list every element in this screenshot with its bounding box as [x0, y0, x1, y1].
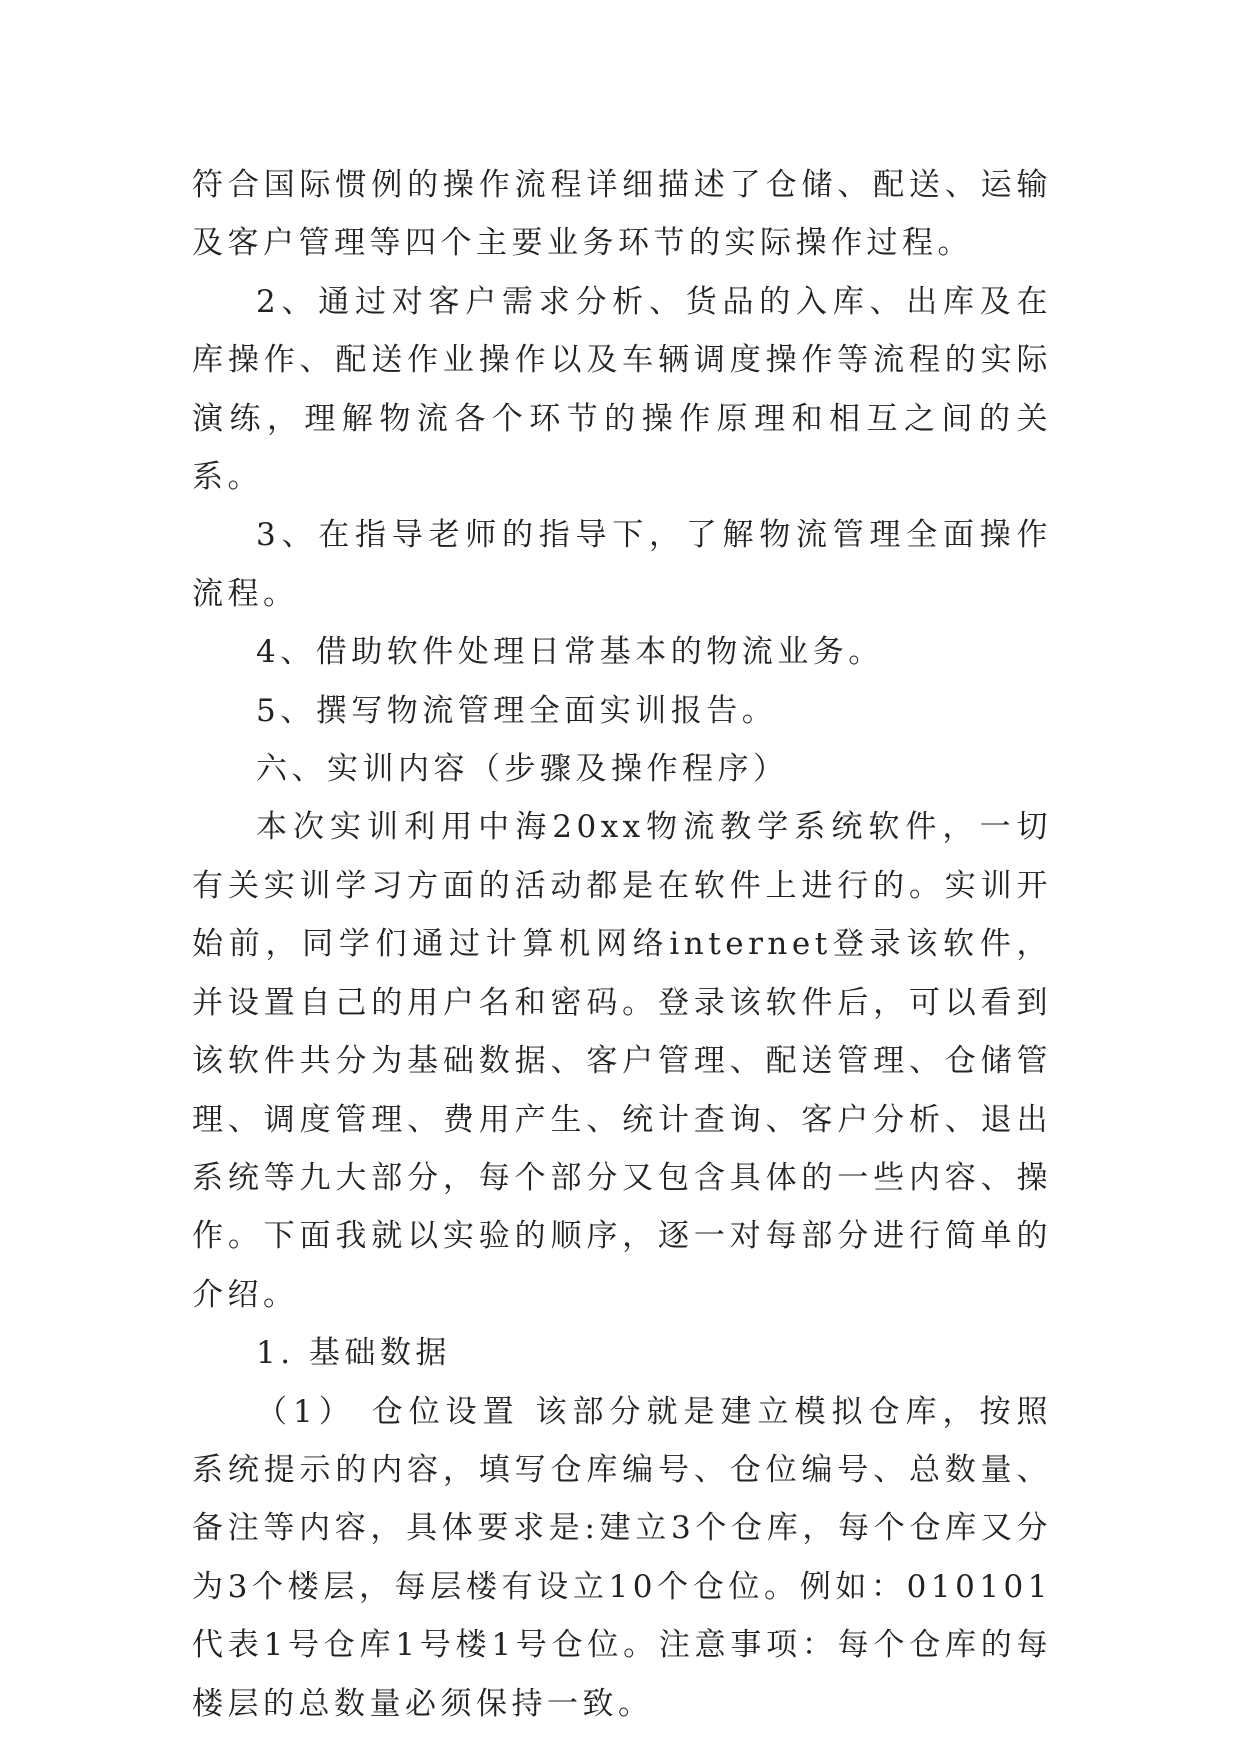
paragraph-2: 2、通过对客户需求分析、货品的入库、出库及在库操作、配送作业操作以及车辆调度操作等流程的实际演练，理解物流各个环节的操作原理和相互之间的关系。 — [192, 283, 1052, 496]
paragraph-5: 5、撰写物流管理全面实训报告。 — [256, 692, 778, 729]
paragraph-7: 本次实训利用中海20xx物流教学系统软件，一切有关实训学习方面的活动都是在软件上进行的。实训开始前，同学们通过计算机网络internet登录该软件，并设置自己的用户名和密码。登录该软件后，可以看到该软件共分为基础数据、客户管理、配送管理、仓储管理、调度管理、费用产生、统计查询、客户分析、退出系统等九大部分，每个部分又包含具体的一些内容、操作。下面我就以实验的顺序，逐一对每部分进行简单的介绍。 — [192, 809, 1052, 1313]
paragraph-4: 4、借助软件处理日常基本的物流业务。 — [256, 634, 884, 671]
document-body — [192, 156, 1052, 1733]
subsection-heading: 1. 基础数据 — [256, 1335, 451, 1372]
paragraph-9: （1） 仓位设置 该部分就是建立模拟仓库，按照系统提示的内容，填写仓库编号、仓位编号、总数量、备注等内容，具体要求是:建立3个仓库，每个仓库又分为3个楼层，每层楼有设立10个仓位。例如：010101代表1号仓库1号楼1号仓位。注意事项：每个仓库的每楼层的总数量必须保持一致。 — [192, 1393, 1052, 1722]
paragraph-1: 符合国际惯例的操作流程详细描述了仓储、配送、运输及客户管理等四个主要业务环节的实际操作过程。 — [192, 167, 1052, 262]
section-heading: 六、实训内容（步骤及操作程序） — [256, 751, 789, 788]
paragraph-3: 3、在指导老师的指导下，了解物流管理全面操作流程。 — [192, 517, 1052, 612]
